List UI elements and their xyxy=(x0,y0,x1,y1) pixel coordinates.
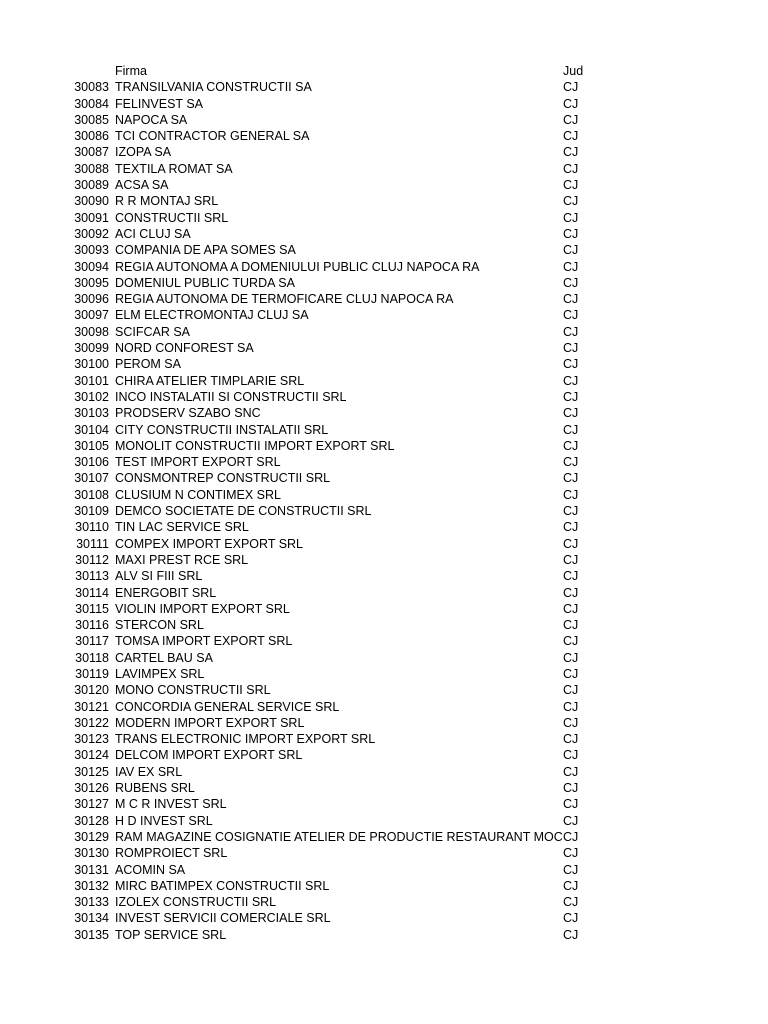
jud-cell: CJ xyxy=(563,389,579,404)
id-cell: 30129 xyxy=(74,829,109,844)
table-row xyxy=(0,470,768,486)
jud-cell: CJ xyxy=(563,129,579,144)
firma-cell: REGIA AUTONOMA DE TERMOFICARE CLUJ NAPOCA RA xyxy=(115,292,454,307)
jud-cell: CJ xyxy=(563,178,579,193)
jud-cell: CJ xyxy=(563,259,579,274)
table-row xyxy=(0,96,768,112)
id-cell: 30095 xyxy=(74,275,109,290)
firma-cell: IZOLEX CONSTRUCTII SRL xyxy=(115,895,277,910)
table-row xyxy=(0,927,768,943)
jud-cell: CJ xyxy=(563,471,579,486)
firma-cell: RUBENS SRL xyxy=(115,781,195,796)
id-cell: 30132 xyxy=(74,878,109,893)
jud-cell: CJ xyxy=(563,536,579,551)
jud-cell: CJ xyxy=(563,226,579,241)
jud-cell: CJ xyxy=(563,748,579,763)
table-row xyxy=(0,112,768,128)
jud-cell: CJ xyxy=(563,96,579,111)
id-cell: 30113 xyxy=(75,569,109,584)
id-cell: 30131 xyxy=(74,862,109,877)
jud-cell: CJ xyxy=(563,80,579,95)
jud-cell: CJ xyxy=(563,406,579,421)
jud-cell: CJ xyxy=(563,520,579,535)
firma-cell: REGIA AUTONOMA A DOMENIULUI PUBLIC CLUJ NAPOCA RA xyxy=(115,259,480,274)
firma-cell: MIRC BATIMPEX CONSTRUCTII SRL xyxy=(115,878,330,893)
id-cell: 30092 xyxy=(74,226,109,241)
table-row xyxy=(0,405,768,421)
table-row xyxy=(0,585,768,601)
id-cell: 30110 xyxy=(75,520,109,535)
firma-cell: SCIFCAR SA xyxy=(115,324,191,339)
table-row xyxy=(0,552,768,568)
firma-cell: CONSMONTREP CONSTRUCTII SRL xyxy=(115,471,331,486)
firma-cell: DELCOM IMPORT EXPORT SRL xyxy=(115,748,303,763)
table-row xyxy=(0,536,768,552)
id-cell: 30103 xyxy=(74,406,109,421)
id-cell: 30117 xyxy=(75,634,109,649)
jud-cell: CJ xyxy=(563,829,579,844)
id-cell: 30118 xyxy=(75,650,109,665)
table-row xyxy=(0,682,768,698)
id-cell: 30107 xyxy=(74,471,109,486)
table-row xyxy=(0,324,768,340)
id-cell: 30135 xyxy=(74,927,109,942)
firma-cell: ROMPROIECT SRL xyxy=(115,846,228,861)
firma-cell: DOMENIUL PUBLIC TURDA SA xyxy=(115,275,295,290)
id-cell: 30084 xyxy=(74,96,109,111)
firma-cell: RAM MAGAZINE COSIGNATIE ATELIER DE PRODUCTIE RESTAURANT MOC xyxy=(115,829,563,844)
table-row xyxy=(0,650,768,666)
jud-cell: CJ xyxy=(563,878,579,893)
jud-cell: CJ xyxy=(563,813,579,828)
id-cell: 30109 xyxy=(74,504,109,519)
table-body xyxy=(0,79,768,943)
id-cell: 30114 xyxy=(75,585,109,600)
firma-cell: CARTEL BAU SA xyxy=(115,650,213,665)
table-row xyxy=(0,307,768,323)
id-cell: 30088 xyxy=(74,161,109,176)
firma-cell: TRANSILVANIA CONSTRUCTII SA xyxy=(115,80,312,95)
spreadsheet xyxy=(0,63,768,943)
jud-cell: CJ xyxy=(563,601,579,616)
id-cell: 30119 xyxy=(75,666,109,681)
firma-cell: COMPANIA DE APA SOMES SA xyxy=(115,243,296,258)
id-cell: 30091 xyxy=(74,210,109,225)
firma-cell: R R MONTAJ SRL xyxy=(115,194,219,209)
id-cell: 30116 xyxy=(75,618,109,633)
id-cell: 30094 xyxy=(74,259,109,274)
jud-cell: CJ xyxy=(563,683,579,698)
firma-cell: FELINVEST SA xyxy=(115,96,203,111)
jud-cell: CJ xyxy=(563,275,579,290)
table-row xyxy=(0,144,768,160)
firma-cell: ACI CLUJ SA xyxy=(115,226,191,241)
id-cell: 30102 xyxy=(74,389,109,404)
firma-cell: TRANS ELECTRONIC IMPORT EXPORT SRL xyxy=(115,732,376,747)
jud-cell: CJ xyxy=(563,357,579,372)
firma-cell: DEMCO SOCIETATE DE CONSTRUCTII SRL xyxy=(115,504,372,519)
firma-cell: TIN LAC SERVICE SRL xyxy=(115,520,249,535)
header-jud-cell: Jud xyxy=(563,64,584,78)
id-cell: 30089 xyxy=(74,178,109,193)
firma-cell: TOMSA IMPORT EXPORT SRL xyxy=(115,634,293,649)
jud-cell: CJ xyxy=(563,911,579,926)
firma-cell: TOP SERVICE SRL xyxy=(115,927,227,942)
table-row xyxy=(0,177,768,193)
id-cell: 30097 xyxy=(74,308,109,323)
table-row xyxy=(0,340,768,356)
firma-cell: MAXI PREST RCE SRL xyxy=(115,552,249,567)
jud-cell: CJ xyxy=(563,650,579,665)
table-row xyxy=(0,161,768,177)
id-cell: 30100 xyxy=(74,357,109,372)
table-row xyxy=(0,796,768,812)
table-row xyxy=(0,193,768,209)
table-row xyxy=(0,291,768,307)
jud-cell: CJ xyxy=(563,927,579,942)
table-row xyxy=(0,601,768,617)
firma-cell: MONO CONSTRUCTII SRL xyxy=(115,683,271,698)
firma-cell: INCO INSTALATII SI CONSTRUCTII SRL xyxy=(115,389,347,404)
firma-cell: MONOLIT CONSTRUCTII IMPORT EXPORT SRL xyxy=(115,438,395,453)
table-row xyxy=(0,894,768,910)
table-row xyxy=(0,373,768,389)
jud-cell: CJ xyxy=(563,862,579,877)
jud-cell: CJ xyxy=(563,292,579,307)
id-cell: 30115 xyxy=(75,601,109,616)
firma-cell: ENERGOBIT SRL xyxy=(115,585,217,600)
table-row xyxy=(0,862,768,878)
id-cell: 30127 xyxy=(74,797,109,812)
table-row xyxy=(0,226,768,242)
firma-cell: CONSTRUCTII SRL xyxy=(115,210,229,225)
firma-cell: ACOMIN SA xyxy=(115,862,186,877)
jud-cell: CJ xyxy=(563,487,579,502)
jud-cell: CJ xyxy=(563,145,579,160)
firma-cell: VIOLIN IMPORT EXPORT SRL xyxy=(115,601,290,616)
table-row xyxy=(0,454,768,470)
jud-cell: CJ xyxy=(563,618,579,633)
table-row xyxy=(0,747,768,763)
firma-cell: PEROM SA xyxy=(115,357,181,372)
jud-cell: CJ xyxy=(563,504,579,519)
table-row xyxy=(0,845,768,861)
id-cell: 30096 xyxy=(74,292,109,307)
id-cell: 30083 xyxy=(74,80,109,95)
id-cell: 30106 xyxy=(74,455,109,470)
table-row xyxy=(0,242,768,258)
firma-cell: COMPEX IMPORT EXPORT SRL xyxy=(115,536,304,551)
id-cell: 30101 xyxy=(74,373,109,388)
firma-cell: CONCORDIA GENERAL SERVICE SRL xyxy=(115,699,340,714)
jud-cell: CJ xyxy=(563,846,579,861)
jud-cell: CJ xyxy=(563,308,579,323)
jud-cell: CJ xyxy=(563,438,579,453)
jud-cell: CJ xyxy=(563,112,579,127)
jud-cell: CJ xyxy=(563,422,579,437)
firma-cell: TCI CONTRACTOR GENERAL SA xyxy=(115,129,310,144)
jud-cell: CJ xyxy=(563,210,579,225)
firma-cell: IZOPA SA xyxy=(115,145,172,160)
jud-cell: CJ xyxy=(563,781,579,796)
id-cell: 30085 xyxy=(74,112,109,127)
table-row xyxy=(0,389,768,405)
firma-cell: PRODSERV SZABO SNC xyxy=(115,406,261,421)
table-row xyxy=(0,878,768,894)
jud-cell: CJ xyxy=(563,569,579,584)
firma-cell: NAPOCA SA xyxy=(115,112,188,127)
jud-cell: CJ xyxy=(563,797,579,812)
table-row xyxy=(0,910,768,926)
firma-cell: TEST IMPORT EXPORT SRL xyxy=(115,455,281,470)
jud-cell: CJ xyxy=(563,194,579,209)
jud-cell: CJ xyxy=(563,715,579,730)
id-cell: 30128 xyxy=(74,813,109,828)
jud-cell: CJ xyxy=(563,341,579,356)
table-row xyxy=(0,79,768,95)
id-cell: 30099 xyxy=(74,341,109,356)
firma-cell: INVEST SERVICII COMERCIALE SRL xyxy=(115,911,331,926)
jud-cell: CJ xyxy=(563,764,579,779)
id-cell: 30126 xyxy=(74,781,109,796)
firma-cell: ACSA SA xyxy=(115,178,169,193)
table-row xyxy=(0,780,768,796)
jud-cell: CJ xyxy=(563,895,579,910)
id-cell: 30134 xyxy=(74,911,109,926)
table-row xyxy=(0,275,768,291)
jud-cell: CJ xyxy=(563,634,579,649)
jud-cell: CJ xyxy=(563,161,579,176)
table-row xyxy=(0,715,768,731)
jud-cell: CJ xyxy=(563,455,579,470)
id-cell: 30098 xyxy=(74,324,109,339)
firma-cell: M C R INVEST SRL xyxy=(115,797,227,812)
header-firma-cell: Firma xyxy=(115,64,147,78)
table-row xyxy=(0,568,768,584)
table-row xyxy=(0,813,768,829)
firma-cell: TEXTILA ROMAT SA xyxy=(115,161,233,176)
jud-cell: CJ xyxy=(563,732,579,747)
jud-cell: CJ xyxy=(563,552,579,567)
jud-cell: CJ xyxy=(563,666,579,681)
id-cell: 30133 xyxy=(74,895,109,910)
firma-cell: LAVIMPEX SRL xyxy=(115,666,205,681)
firma-cell: MODERN IMPORT EXPORT SRL xyxy=(115,715,305,730)
table-row xyxy=(0,519,768,535)
id-cell: 30105 xyxy=(74,438,109,453)
id-cell: 30123 xyxy=(74,732,109,747)
id-cell: 30093 xyxy=(74,243,109,258)
id-cell: 30120 xyxy=(74,683,109,698)
id-cell: 30104 xyxy=(74,422,109,437)
id-cell: 30125 xyxy=(74,764,109,779)
table-row xyxy=(0,487,768,503)
table-row xyxy=(0,666,768,682)
jud-cell: CJ xyxy=(563,373,579,388)
table-row xyxy=(0,210,768,226)
id-cell: 30121 xyxy=(74,699,109,714)
table-row xyxy=(0,764,768,780)
firma-cell: ELM ELECTROMONTAJ CLUJ SA xyxy=(115,308,309,323)
id-cell: 30130 xyxy=(74,846,109,861)
id-cell: 30086 xyxy=(74,129,109,144)
header-row xyxy=(0,63,768,79)
firma-cell: CITY CONSTRUCTII INSTALATII SRL xyxy=(115,422,329,437)
jud-cell: CJ xyxy=(563,243,579,258)
table-row xyxy=(0,633,768,649)
firma-cell: STERCON SRL xyxy=(115,618,204,633)
firma-cell: NORD CONFOREST SA xyxy=(115,341,254,356)
table-row xyxy=(0,128,768,144)
id-cell: 30090 xyxy=(74,194,109,209)
table-row xyxy=(0,438,768,454)
table-row xyxy=(0,699,768,715)
id-cell: 30111 xyxy=(76,536,109,551)
table-row xyxy=(0,617,768,633)
firma-cell: H D INVEST SRL xyxy=(115,813,213,828)
id-cell: 30122 xyxy=(74,715,109,730)
jud-cell: CJ xyxy=(563,699,579,714)
id-cell: 30108 xyxy=(74,487,109,502)
jud-cell: CJ xyxy=(563,585,579,600)
table-row xyxy=(0,829,768,845)
table-row xyxy=(0,259,768,275)
id-cell: 30112 xyxy=(75,552,109,567)
firma-cell: CLUSIUM N CONTIMEX SRL xyxy=(115,487,281,502)
table-row xyxy=(0,356,768,372)
jud-cell: CJ xyxy=(563,324,579,339)
id-cell: 30124 xyxy=(74,748,109,763)
id-cell: 30087 xyxy=(74,145,109,160)
firma-cell: CHIRA ATELIER TIMPLARIE SRL xyxy=(115,373,305,388)
table-row xyxy=(0,422,768,438)
table-row xyxy=(0,503,768,519)
table-row xyxy=(0,731,768,747)
firma-cell: ALV SI FIII SRL xyxy=(115,569,203,584)
firma-cell: IAV EX SRL xyxy=(115,764,183,779)
